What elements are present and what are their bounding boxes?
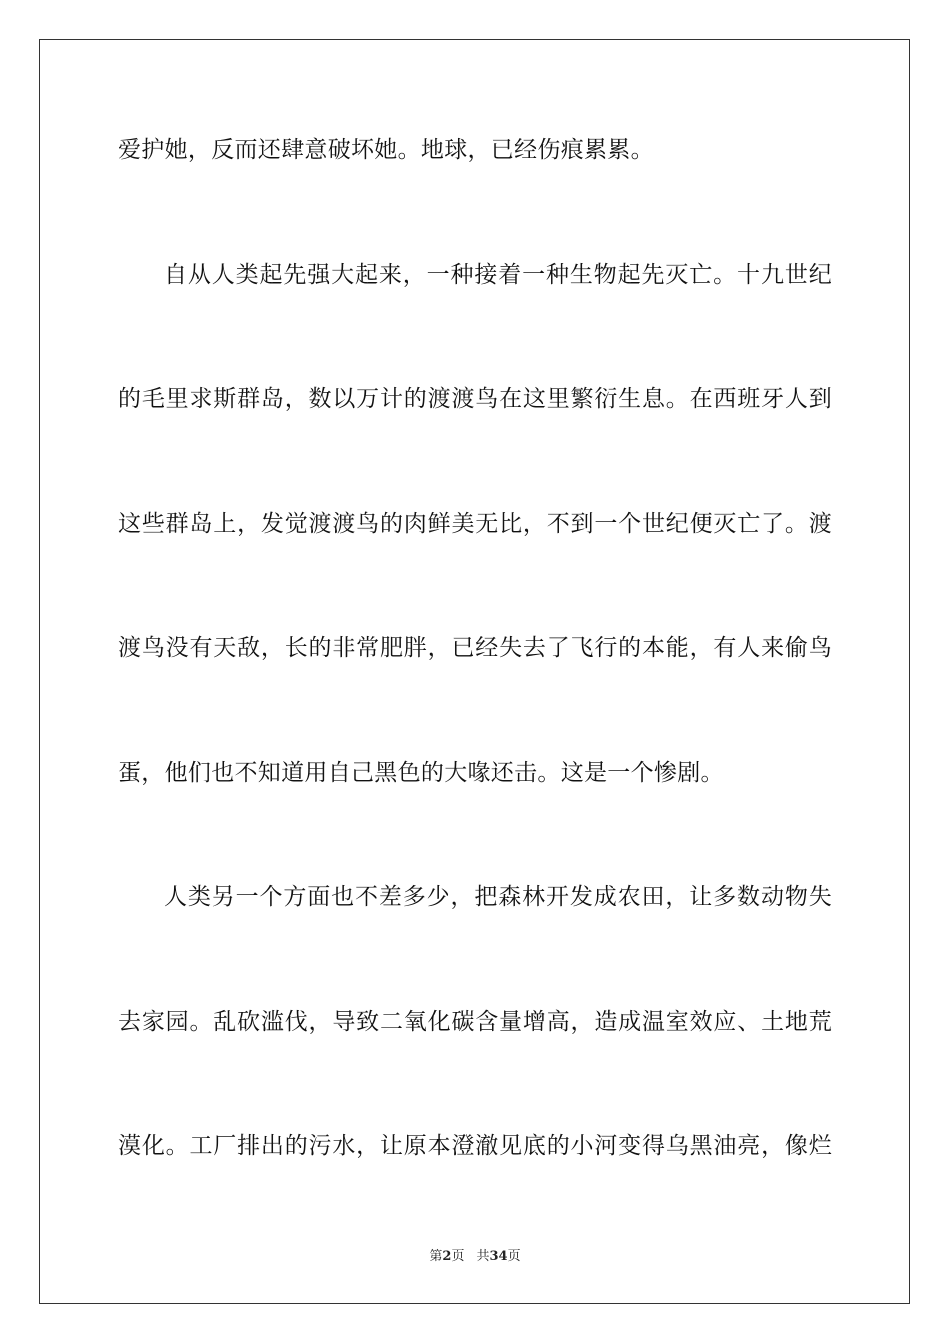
- page-prefix: 第: [429, 1249, 443, 1264]
- page-footer: [0, 1248, 950, 1266]
- text-line: 蛋，他们也不知道用自己黑色的大喙还击。这是一个惨剧。: [118, 760, 724, 786]
- text-line: 的毛里求斯群岛，数以万计的渡渡鸟在这里繁衍生息。在西班牙人到: [118, 386, 832, 412]
- page-border: [39, 39, 910, 1304]
- text-line: 漠化。工厂排出的污水，让原本澄澈见底的小河变得乌黑油亮，像烂: [118, 1133, 832, 1159]
- total-prefix: 共: [476, 1249, 490, 1264]
- total-pages: 34: [489, 1249, 508, 1264]
- text-line: 人类另一个方面也不差多少，把森林开发成农田，让多数动物失: [164, 884, 832, 910]
- text-line: 爱护她，反而还肆意破坏她。地球，已经伤痕累累。: [118, 137, 654, 163]
- page-suffix: 页: [451, 1249, 465, 1264]
- page-number: 2: [442, 1249, 452, 1264]
- text-line: 自从人类起先强大起来，一种接着一种生物起先灭亡。十九世纪: [164, 262, 832, 288]
- text-line: 这些群岛上，发觉渡渡鸟的肉鲜美无比，不到一个世纪便灭亡了。渡: [118, 511, 832, 537]
- text-line: 渡鸟没有天敌，长的非常肥胖，已经失去了飞行的本能，有人来偷鸟: [118, 635, 832, 661]
- text-line: 去家园。乱砍滥伐，导致二氧化碳含量增高，造成温室效应、土地荒: [118, 1009, 832, 1035]
- total-suffix: 页: [507, 1249, 521, 1264]
